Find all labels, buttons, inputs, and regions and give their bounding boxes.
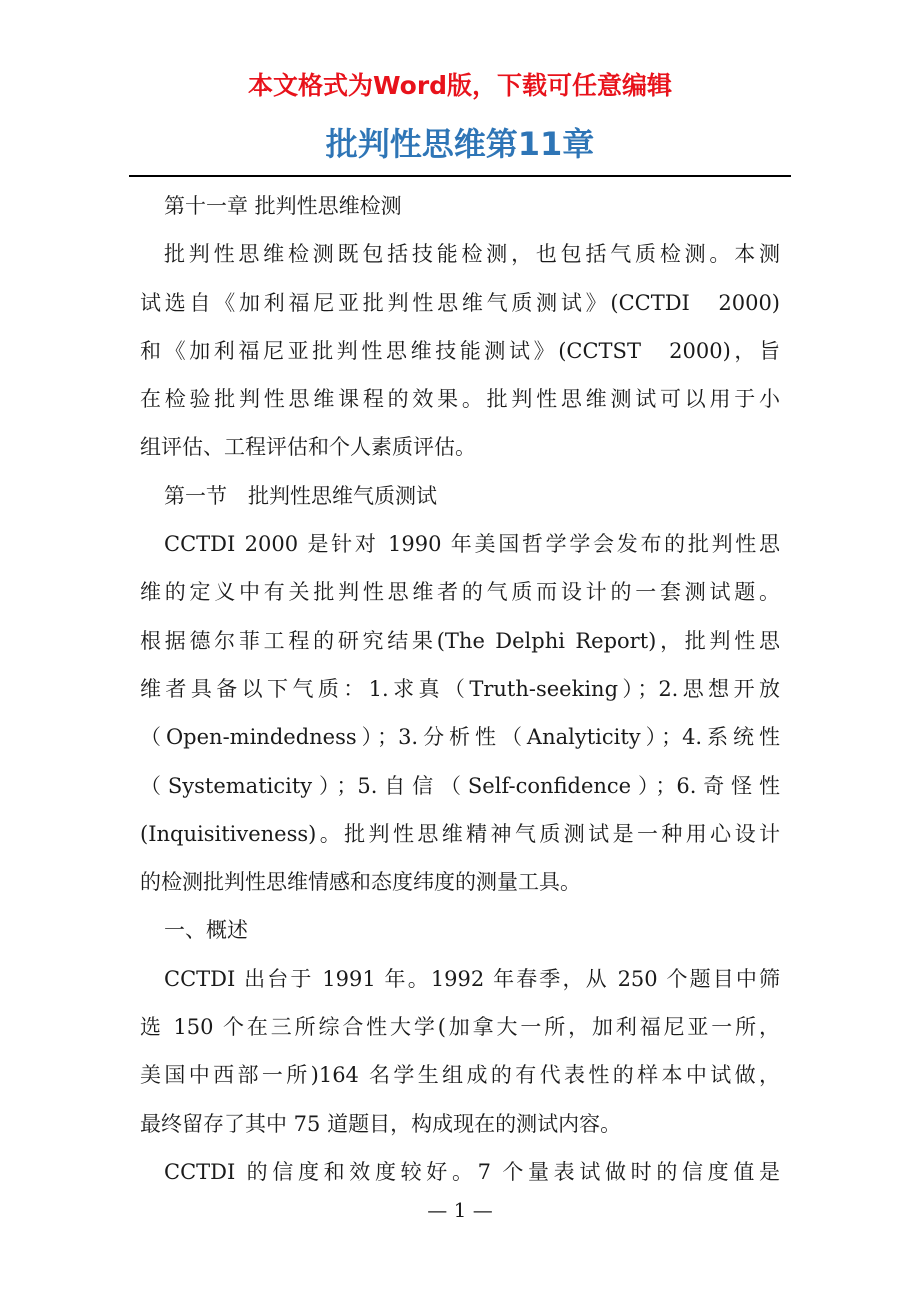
body-line: （Open-mindedness）；3.分析性（Analyticity）；4.系统性 xyxy=(140,725,780,750)
page-number: — 1 — xyxy=(427,1198,493,1222)
body-line: 试选自《加利福尼亚批判性思维气质测试》(CCTDI 2000) xyxy=(140,290,780,315)
body-line: 最终留存了其中 75 道题目，构成现在的测试内容。 xyxy=(140,1111,622,1136)
body-line: （Systematicity）；5.自信（Self-confidence）；6.奇怪性 xyxy=(140,773,780,798)
body-line: 的检测批判性思维情感和态度纬度的测量工具。 xyxy=(140,870,581,895)
title-divider xyxy=(129,175,791,177)
body-line: 组评估、工程评估和个人素质评估。 xyxy=(140,435,476,460)
body-line: 根据德尔菲工程的研究结果(The Delphi Report)，批判性思 xyxy=(140,628,780,653)
document-body xyxy=(140,182,780,1196)
body-line: 和《加利福尼亚批判性思维技能测试》(CCTST 2000)，旨 xyxy=(140,338,780,363)
subsection-heading: 一、概述 xyxy=(164,918,248,943)
body-line: 维者具备以下气质：1.求真（Truth-seeking）；2.思想开放 xyxy=(140,676,780,701)
format-notice-banner: 本文格式为Word版，下载可任意编辑 xyxy=(247,71,673,100)
body-line: 在检验批判性思维课程的效果。批判性思维测试可以用于小 xyxy=(140,387,780,412)
body-line: 批判性思维检测既包括技能检测，也包括气质检测。本测 xyxy=(164,242,780,267)
body-line: CCTDI 出台于 1991 年。1992 年春季，从 250 个题目中筛 xyxy=(164,966,780,991)
body-line: 维的定义中有关批判性思维者的气质而设计的一套测试题。 xyxy=(140,580,780,605)
body-line: (Inquisitiveness)。批判性思维精神气质测试是一种用心设计 xyxy=(140,821,780,846)
chapter-heading: 第十一章 批判性思维检测 xyxy=(164,194,402,218)
body-line: CCTDI 的信度和效度较好。7 个量表试做时的信度值是 xyxy=(164,1159,780,1184)
document-title: 批判性思维第11章 xyxy=(325,125,595,163)
body-line: 美国中西部一所)164 名学生组成的有代表性的样本中试做， xyxy=(140,1063,780,1088)
body-line: 选 150 个在三所综合性大学(加拿大一所，加利福尼亚一所， xyxy=(140,1015,780,1040)
section-heading: 第一节 批判性思维气质测试 xyxy=(164,483,437,508)
body-line: CCTDI 2000 是针对 1990 年美国哲学学会发布的批判性思 xyxy=(164,532,780,557)
